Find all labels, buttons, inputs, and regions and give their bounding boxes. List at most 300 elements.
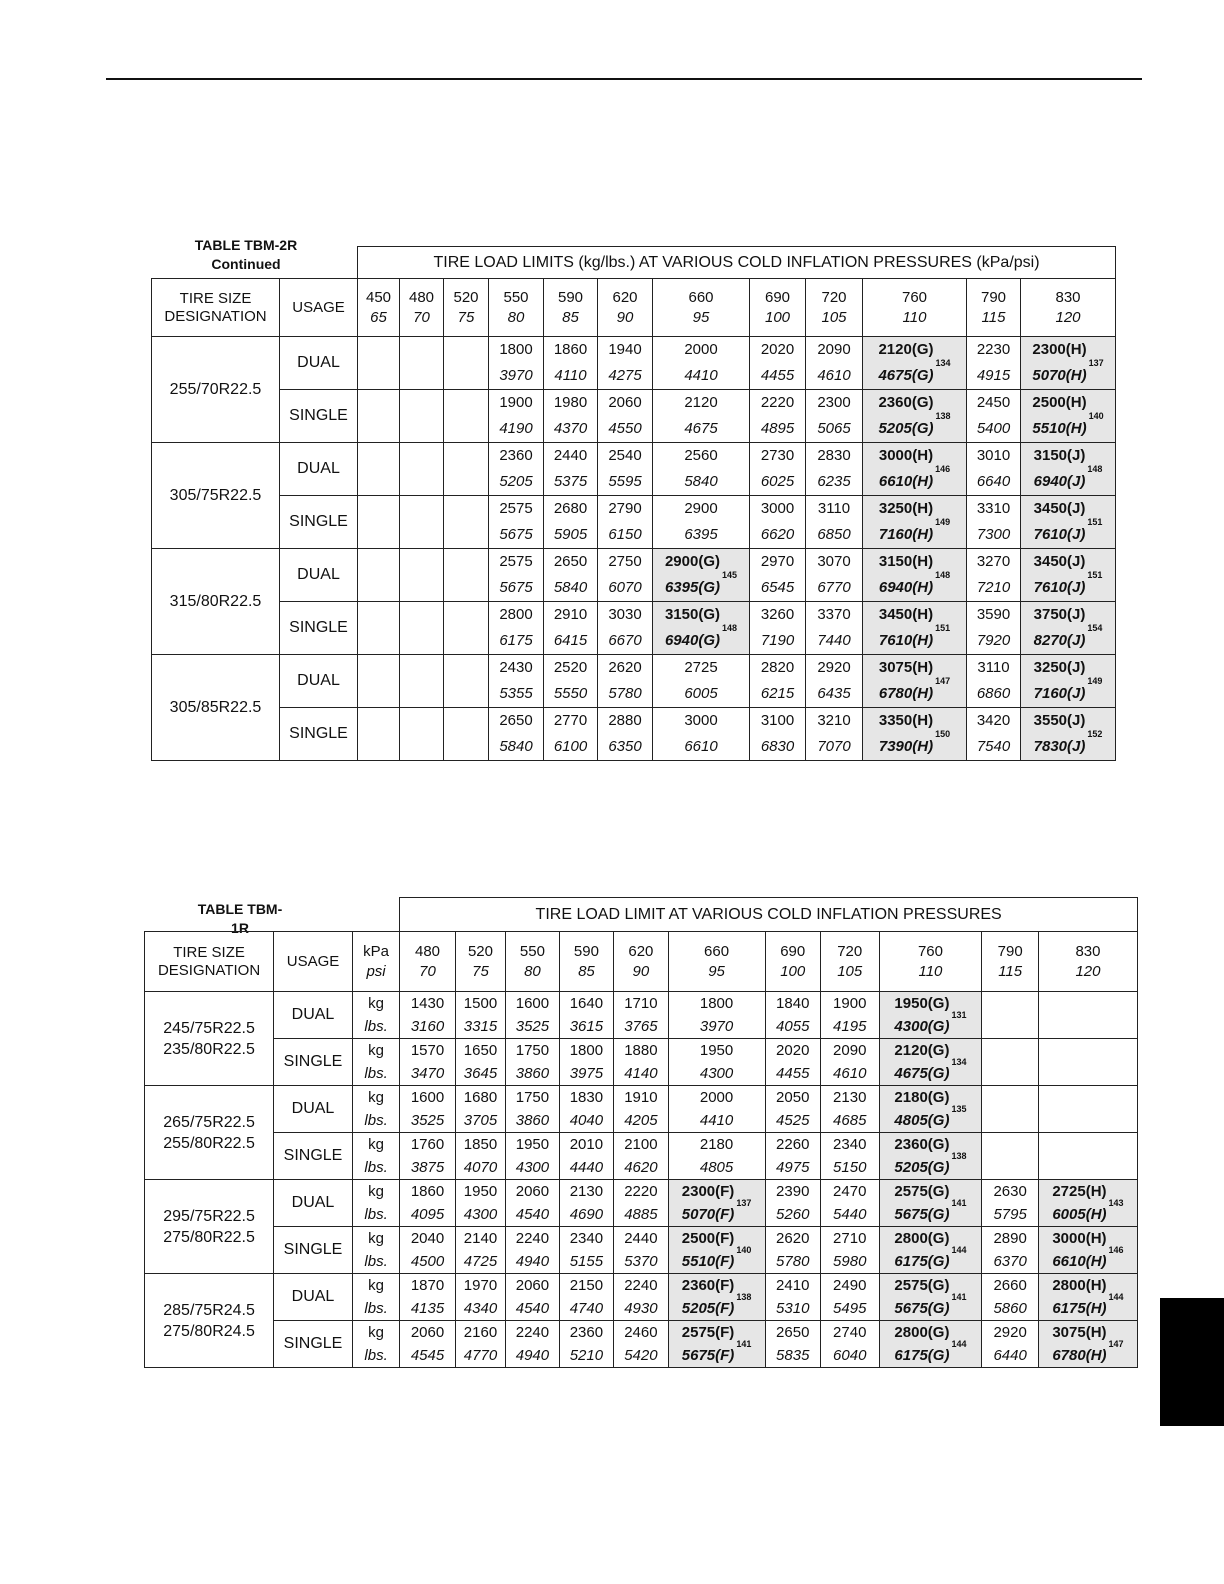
lbs-value: 5840	[553, 579, 588, 596]
pressure-header	[806, 279, 863, 337]
lbs-value: 6215	[760, 685, 795, 702]
kg-value: 2060	[515, 1183, 550, 1200]
kg-value: 2880	[608, 712, 642, 729]
kg-value: 2910	[553, 606, 588, 623]
lbs-value: 6545	[760, 579, 795, 596]
lbs-value: 6940(J)	[1033, 473, 1086, 490]
lbs-value: 6830	[760, 738, 795, 755]
load-cell	[614, 1274, 668, 1321]
pressure-header	[668, 932, 765, 992]
load-cell	[967, 390, 1021, 443]
kg-value: 1800	[569, 1042, 604, 1059]
lbs-value: 7610(J)	[1033, 526, 1086, 543]
kpa-value: 760	[901, 288, 928, 306]
lbs-value: 4885	[624, 1206, 658, 1223]
load-cell	[967, 655, 1021, 708]
load-cell	[765, 1274, 820, 1321]
lbs-value: 5260	[776, 1206, 810, 1223]
lbs-value: 5370	[624, 1253, 658, 1270]
load-cell	[489, 390, 544, 443]
load-index: 148	[1087, 464, 1103, 474]
load-cell	[455, 1039, 505, 1086]
kpa-value: 790	[980, 288, 1007, 306]
lbs-value: 5375	[553, 473, 588, 490]
lbs-value: 5835	[776, 1347, 810, 1364]
load-cell	[544, 390, 598, 443]
load-cell	[455, 1086, 505, 1133]
kg-value: 3070	[817, 553, 851, 570]
tire-size: 315/80R22.5	[152, 549, 280, 655]
load-cell	[1021, 602, 1116, 655]
kg-value: 3150(J)	[1033, 447, 1086, 464]
lbs-value: 5205	[499, 473, 533, 490]
header-rule	[106, 78, 1142, 80]
kg-value: 2410	[776, 1277, 810, 1294]
lbs-value: 4540	[515, 1206, 550, 1223]
kpa-value: 690	[764, 288, 791, 306]
unit-label: kg lbs.	[352, 1133, 399, 1180]
lbs-value: 6175(G)	[894, 1253, 950, 1270]
kg-value: 2000	[684, 341, 718, 358]
load-cell	[544, 443, 598, 496]
kg-value: 2800	[499, 606, 533, 623]
load-cell	[358, 390, 400, 443]
kg-value: 3370	[817, 606, 851, 623]
load-index: 146	[1108, 1244, 1124, 1255]
lbs-value: 6395	[684, 526, 718, 543]
lbs-value: 4410	[684, 367, 718, 384]
kg-value: 2140	[463, 1230, 498, 1247]
kpa-value: 550	[519, 942, 545, 960]
load-cell	[653, 708, 750, 761]
load-cell	[668, 1227, 765, 1274]
lbs-value: 6070	[608, 579, 642, 596]
tire-size: 255/70R22.5	[152, 337, 280, 443]
kg-value: 1950(G)	[894, 995, 950, 1012]
kg-value: 2130	[569, 1183, 604, 1200]
load-cell	[400, 1133, 455, 1180]
lbs-value: 5400	[976, 420, 1011, 437]
lbs-value: 6610(H)	[1052, 1253, 1107, 1270]
kg-value: 2360	[499, 447, 533, 464]
load-cell	[668, 992, 765, 1039]
kg-value: 3270	[976, 553, 1011, 570]
lbs-value: 4740	[569, 1300, 604, 1317]
kg-value: 2710	[833, 1230, 867, 1247]
load-index: 149	[935, 517, 951, 527]
load-cell	[544, 337, 598, 390]
load-cell	[967, 708, 1021, 761]
lbs-value: 4095	[410, 1206, 445, 1223]
lbs-value: 7300	[976, 526, 1011, 543]
lbs-value: 4940	[515, 1253, 550, 1270]
load-index: 150	[935, 729, 951, 739]
kg-value: 2820	[760, 659, 795, 676]
psi-value: 90	[632, 962, 650, 980]
load-cell	[444, 390, 489, 443]
pressure-header	[400, 932, 455, 992]
load-cell	[400, 992, 455, 1039]
table-row	[145, 1086, 1138, 1133]
load-cell	[765, 1039, 820, 1086]
load-cell	[1038, 1180, 1137, 1227]
load-cell	[863, 496, 967, 549]
lbs-value: 7190	[760, 632, 795, 649]
lbs-value: 6640	[976, 473, 1011, 490]
lbs-value: 4205	[624, 1112, 658, 1129]
lbs-value: 5065	[817, 420, 851, 437]
load-cell	[982, 1180, 1039, 1227]
load-cell	[400, 602, 444, 655]
load-cell	[400, 337, 444, 390]
kg-value: 2650	[776, 1324, 810, 1341]
load-index: 134	[935, 358, 951, 368]
load-cell	[863, 655, 967, 708]
kg-value: 2540	[608, 447, 642, 464]
kg-value: 2040	[410, 1230, 445, 1247]
lbs-value: 7210	[976, 579, 1011, 596]
load-cell	[820, 1039, 879, 1086]
load-cell	[598, 337, 653, 390]
kg-value: 2090	[833, 1042, 867, 1059]
kpa-value: 520	[467, 942, 493, 960]
load-index: 134	[951, 1056, 967, 1067]
load-cell	[668, 1039, 765, 1086]
load-cell	[1038, 1133, 1137, 1180]
load-cell	[444, 655, 489, 708]
kg-value: 1800	[499, 341, 533, 358]
kg-value: 3260	[760, 606, 795, 623]
load-cell	[614, 1039, 668, 1086]
lbs-value: 6435	[817, 685, 851, 702]
load-index: 151	[1087, 517, 1103, 527]
section-tab	[1160, 1298, 1224, 1426]
kpa-value: 590	[557, 288, 584, 306]
kg-value: 2520	[553, 659, 588, 676]
lbs-value: 4675(G)	[894, 1065, 950, 1082]
usage-label: DUAL	[274, 1274, 353, 1321]
load-cell	[559, 1133, 613, 1180]
load-cell	[544, 708, 598, 761]
lbs-value: 4370	[553, 420, 588, 437]
kg-value: 2730	[760, 447, 795, 464]
load-cell	[967, 337, 1021, 390]
load-cell	[863, 337, 967, 390]
psi-value: 95	[708, 962, 725, 980]
load-cell	[820, 992, 879, 1039]
load-cell	[806, 443, 863, 496]
kpa-value: 720	[837, 942, 863, 960]
kpa-value: 760	[917, 942, 943, 960]
kg-value: 1500	[463, 995, 498, 1012]
load-index: 141	[951, 1291, 967, 1302]
table-row	[145, 1133, 1138, 1180]
lbs-value: 5840	[499, 738, 533, 755]
load-cell	[358, 496, 400, 549]
load-cell	[400, 390, 444, 443]
psi-value: 80	[507, 308, 525, 326]
kg-value: 2060	[515, 1277, 550, 1294]
load-cell	[982, 1321, 1039, 1368]
table-tbm1r	[144, 897, 1138, 1368]
lbs-value: 6150	[608, 526, 642, 543]
load-cell	[967, 549, 1021, 602]
psi-value: 100	[780, 962, 806, 980]
lbs-value: 5150	[833, 1159, 867, 1176]
kg-value: 1950	[463, 1183, 498, 1200]
load-cell	[820, 1227, 879, 1274]
load-cell	[444, 549, 489, 602]
load-cell	[806, 602, 863, 655]
kg-value: 3100	[760, 712, 795, 729]
kg-value: 2725(H)	[1052, 1183, 1107, 1200]
lbs-value: 3525	[410, 1112, 445, 1129]
kg-value: 2360	[569, 1324, 604, 1341]
load-cell	[400, 1227, 455, 1274]
load-cell	[863, 390, 967, 443]
lbs-value: 6175	[499, 632, 533, 649]
load-cell	[1021, 496, 1116, 549]
kg-value: 2300(F)	[681, 1183, 735, 1200]
load-cell	[820, 1086, 879, 1133]
load-cell	[1021, 443, 1116, 496]
load-cell	[668, 1180, 765, 1227]
load-cell	[1038, 1274, 1137, 1321]
lbs-value: 5420	[624, 1347, 658, 1364]
load-cell	[765, 1321, 820, 1368]
kg-value: 2750	[608, 553, 642, 570]
lbs-value: 4300	[515, 1159, 550, 1176]
kg-value: 2100	[624, 1136, 658, 1153]
lbs-value: 4300	[699, 1065, 734, 1082]
load-cell	[455, 1321, 505, 1368]
psi-value: 110	[902, 308, 927, 326]
load-index: 147	[1108, 1338, 1124, 1349]
load-cell	[614, 1321, 668, 1368]
load-cell	[982, 1086, 1039, 1133]
kg-value: 2790	[608, 500, 642, 517]
lbs-value: 5675(G)	[894, 1206, 950, 1223]
load-cell	[806, 337, 863, 390]
kg-value: 3010	[976, 447, 1011, 464]
psi-value: 85	[562, 308, 579, 326]
kg-value: 2900	[684, 500, 718, 517]
table-row	[152, 602, 1116, 655]
kg-value: 3000(H)	[878, 447, 934, 464]
kg-value: 1750	[515, 1089, 550, 1106]
usage-label: SINGLE	[280, 602, 358, 655]
kg-value: 2740	[833, 1324, 867, 1341]
kg-value: 2340	[833, 1136, 867, 1153]
pressure-header	[967, 279, 1021, 337]
load-cell	[455, 1274, 505, 1321]
kg-value: 2360(F)	[681, 1277, 735, 1294]
load-cell	[863, 602, 967, 655]
load-cell	[653, 549, 750, 602]
kg-value: 1970	[463, 1277, 498, 1294]
kg-value: 2620	[776, 1230, 810, 1247]
lbs-value: 3975	[569, 1065, 604, 1082]
kg-value: 2575(F)	[681, 1324, 735, 1341]
load-cell	[967, 496, 1021, 549]
lbs-value: 5905	[553, 526, 588, 543]
load-index: 135	[951, 1103, 967, 1114]
kpa-value: 720	[821, 288, 847, 306]
lbs-value: 3765	[624, 1018, 658, 1035]
lbs-value: 6350	[608, 738, 642, 755]
lbs-value: 4410	[699, 1112, 734, 1129]
load-cell	[820, 1274, 879, 1321]
load-cell	[863, 549, 967, 602]
kg-value: 2220	[624, 1183, 658, 1200]
load-cell	[750, 337, 806, 390]
kg-value: 2430	[499, 659, 533, 676]
usage-label: SINGLE	[280, 390, 358, 443]
kg-value: 2440	[624, 1230, 658, 1247]
lbs-value: 6670	[608, 632, 642, 649]
kg-value: 3250(J)	[1033, 659, 1086, 676]
lbs-value: 4300	[463, 1206, 498, 1223]
kg-value: 2660	[993, 1277, 1027, 1294]
load-cell	[544, 549, 598, 602]
load-cell	[544, 496, 598, 549]
kg-value: 2160	[463, 1324, 498, 1341]
load-cell	[765, 1086, 820, 1133]
pressure-header	[559, 932, 613, 992]
lbs-value: 4550	[608, 420, 642, 437]
load-cell	[765, 1180, 820, 1227]
load-cell	[358, 443, 400, 496]
lbs-value: 7610(H)	[878, 632, 934, 649]
pressure-header	[750, 279, 806, 337]
load-cell	[765, 992, 820, 1039]
load-cell	[806, 708, 863, 761]
load-index: 144	[951, 1244, 967, 1255]
kg-value: 2970	[760, 553, 795, 570]
load-cell	[614, 1133, 668, 1180]
load-index: 144	[1108, 1291, 1124, 1302]
load-cell	[358, 602, 400, 655]
load-cell	[806, 549, 863, 602]
lbs-value: 4195	[833, 1018, 867, 1035]
lbs-value: 3315	[463, 1018, 498, 1035]
kg-value: 1710	[624, 995, 658, 1012]
psi-value: 120	[1055, 308, 1081, 326]
kpa-value: 590	[573, 942, 599, 960]
load-cell	[400, 443, 444, 496]
kg-value: 1950	[699, 1042, 734, 1059]
psi-value: 65	[370, 308, 387, 326]
load-cell	[400, 1086, 455, 1133]
load-cell	[506, 992, 559, 1039]
load-cell	[400, 1274, 455, 1321]
load-cell	[506, 1274, 559, 1321]
load-index: 154	[1087, 623, 1103, 633]
kg-value: 2360(G)	[878, 394, 934, 411]
unit-label: kg lbs.	[352, 1039, 399, 1086]
pressure-header	[444, 279, 489, 337]
load-cell	[506, 1133, 559, 1180]
kg-value: 3350(H)	[878, 712, 934, 729]
kg-value: 2575(G)	[894, 1183, 950, 1200]
load-cell	[598, 602, 653, 655]
kg-value: 2020	[776, 1042, 810, 1059]
load-cell	[489, 602, 544, 655]
lbs-value: 5070(H)	[1032, 367, 1087, 384]
lbs-value: 6440	[993, 1347, 1027, 1364]
load-index: 151	[1087, 570, 1103, 580]
load-cell	[358, 708, 400, 761]
pressure-header	[982, 932, 1039, 992]
load-cell	[806, 496, 863, 549]
lbs-value: 7920	[976, 632, 1011, 649]
lbs-value: 5860	[993, 1300, 1027, 1317]
load-cell	[863, 443, 967, 496]
kg-value: 2230	[976, 341, 1011, 358]
kpa-value: 520	[453, 288, 479, 306]
load-cell	[750, 549, 806, 602]
lbs-value: 5675(G)	[894, 1300, 950, 1317]
kg-value: 2800(G)	[894, 1230, 950, 1247]
load-index: 148	[935, 570, 951, 580]
load-cell	[820, 1133, 879, 1180]
lbs-value: 3525	[515, 1018, 550, 1035]
load-cell	[559, 1039, 613, 1086]
load-cell	[559, 992, 613, 1039]
lbs-value: 3860	[515, 1112, 550, 1129]
pressure-header	[1021, 279, 1116, 337]
lbs-value: 4455	[760, 367, 795, 384]
kg-value: 2440	[553, 447, 588, 464]
pressure-header	[598, 279, 653, 337]
unit-label: kg lbs.	[352, 1227, 399, 1274]
kg-value: 1860	[553, 341, 588, 358]
kg-value: 2050	[776, 1089, 810, 1106]
table-caption-label: TABLE TBM-2R	[194, 237, 298, 253]
kpa-value: 660	[704, 942, 730, 960]
load-cell	[559, 1227, 613, 1274]
load-cell	[1021, 655, 1116, 708]
table-row	[145, 992, 1138, 1039]
load-cell	[400, 496, 444, 549]
kg-value: 2900(G)	[664, 553, 720, 570]
kg-value: 1900	[833, 995, 867, 1012]
kpa-value: 690	[780, 942, 806, 960]
lbs-value: 5355	[499, 685, 533, 702]
kg-value: 2020	[760, 341, 795, 358]
lbs-value: 6100	[553, 738, 588, 755]
kg-value: 2620	[608, 659, 642, 676]
lbs-value: 4110	[554, 367, 587, 384]
load-cell	[559, 1321, 613, 1368]
psi-value: 100	[764, 308, 791, 326]
kpa-value: 620	[628, 942, 654, 960]
load-cell	[750, 708, 806, 761]
load-cell	[879, 1086, 982, 1133]
table-row	[152, 390, 1116, 443]
lbs-value: 4135	[410, 1300, 445, 1317]
load-cell	[653, 602, 750, 655]
table-row	[145, 1039, 1138, 1086]
table-row	[152, 337, 1116, 390]
usage-label: SINGLE	[274, 1227, 353, 1274]
lbs-value: 7390(H)	[878, 738, 934, 755]
lbs-value: 5795	[993, 1206, 1027, 1223]
load-cell	[489, 655, 544, 708]
load-cell	[400, 655, 444, 708]
kg-value: 2890	[993, 1230, 1027, 1247]
lbs-value: 4275	[608, 367, 642, 384]
